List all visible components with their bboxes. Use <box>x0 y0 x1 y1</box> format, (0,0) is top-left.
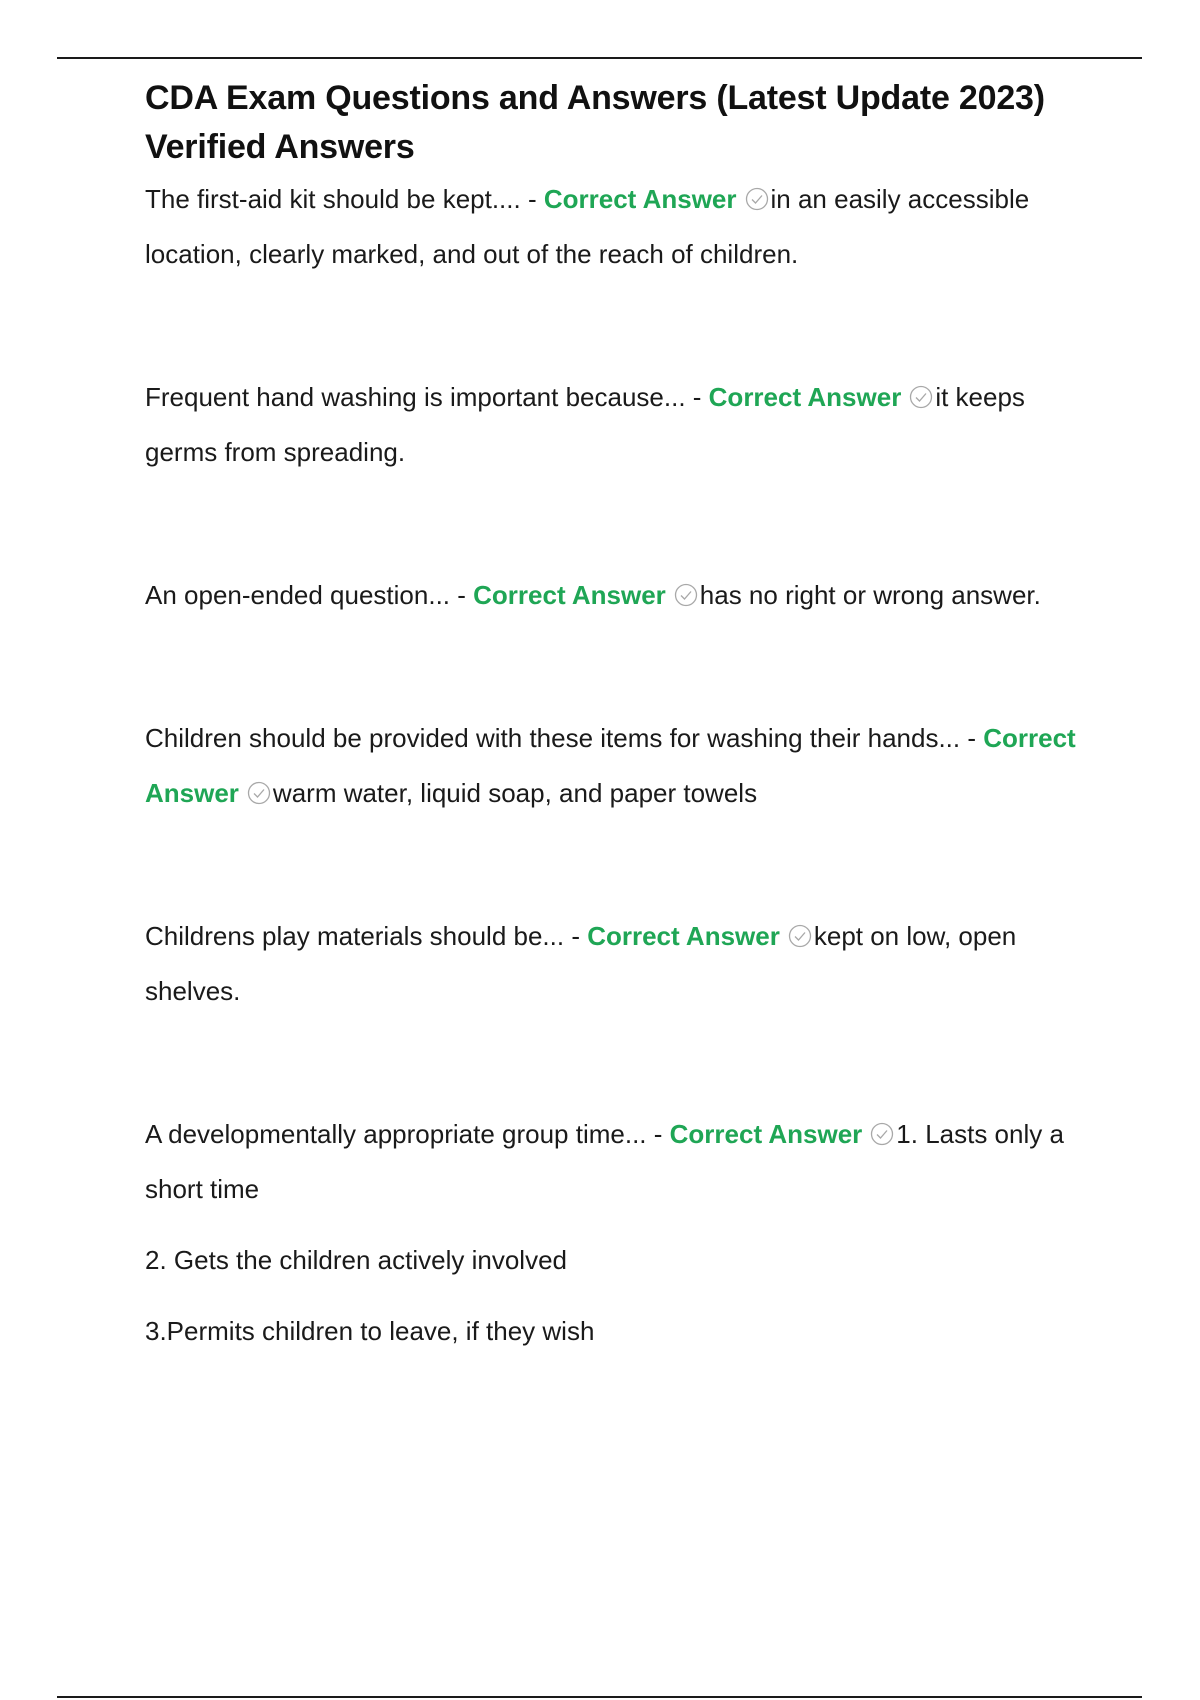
correct-answer-label: Correct Answer <box>473 580 666 610</box>
answer-list-line: 2. Gets the children actively involved <box>145 1245 567 1275</box>
qa-item <box>145 568 1085 623</box>
qa-item <box>145 172 1085 282</box>
top-divider <box>57 57 1142 59</box>
question-text: An open-ended question... - <box>145 580 474 610</box>
answer-text: warm water, liquid soap, and paper towels <box>272 778 758 808</box>
check-circle-icon <box>674 583 698 607</box>
correct-answer-label: Correct Answer <box>543 184 737 214</box>
check-circle-icon <box>788 924 812 948</box>
bottom-divider <box>57 1696 1142 1698</box>
document-body <box>145 74 1085 1359</box>
check-circle-icon <box>247 781 271 805</box>
answer-text: in an easily accessible location, clearly marked, and out of the reach of children. <box>145 184 1030 269</box>
check-circle-icon <box>870 1122 894 1146</box>
correct-answer-label: Correct Answer <box>145 723 1076 808</box>
question-text: Frequent hand washing is important because... - <box>145 382 709 412</box>
correct-answer-label: Correct Answer <box>669 1119 863 1149</box>
answer-text: kept on low, open shelves. <box>145 921 1017 1006</box>
question-text: The first-aid kit should be kept.... - <box>145 184 544 214</box>
answer-text: 1. Lasts only a short time <box>145 1119 1064 1204</box>
check-circle-icon <box>909 385 933 409</box>
question-text: Childrens play materials should be... - <box>145 921 588 951</box>
question-text: A developmentally appropriate group time... - <box>145 1119 670 1149</box>
answer-list-line: 3.Permits children to leave, if they wish <box>145 1316 595 1346</box>
check-circle-icon <box>745 187 769 211</box>
qa-item <box>145 1107 1085 1217</box>
correct-answer-label: Correct Answer <box>587 921 780 951</box>
qa-item <box>145 370 1085 480</box>
question-text: Children should be provided with these items for washing their hands... - <box>145 723 984 753</box>
answer-text: it keeps germs from spreading. <box>145 382 1025 467</box>
qa-item <box>145 909 1085 1019</box>
document-title: CDA Exam Questions and Answers (Latest Update 2023) Verified Answers <box>145 79 1045 166</box>
correct-answer-label: Correct Answer <box>708 382 902 412</box>
answer-text: has no right or wrong answer. <box>699 580 1041 610</box>
qa-item <box>145 711 1085 821</box>
